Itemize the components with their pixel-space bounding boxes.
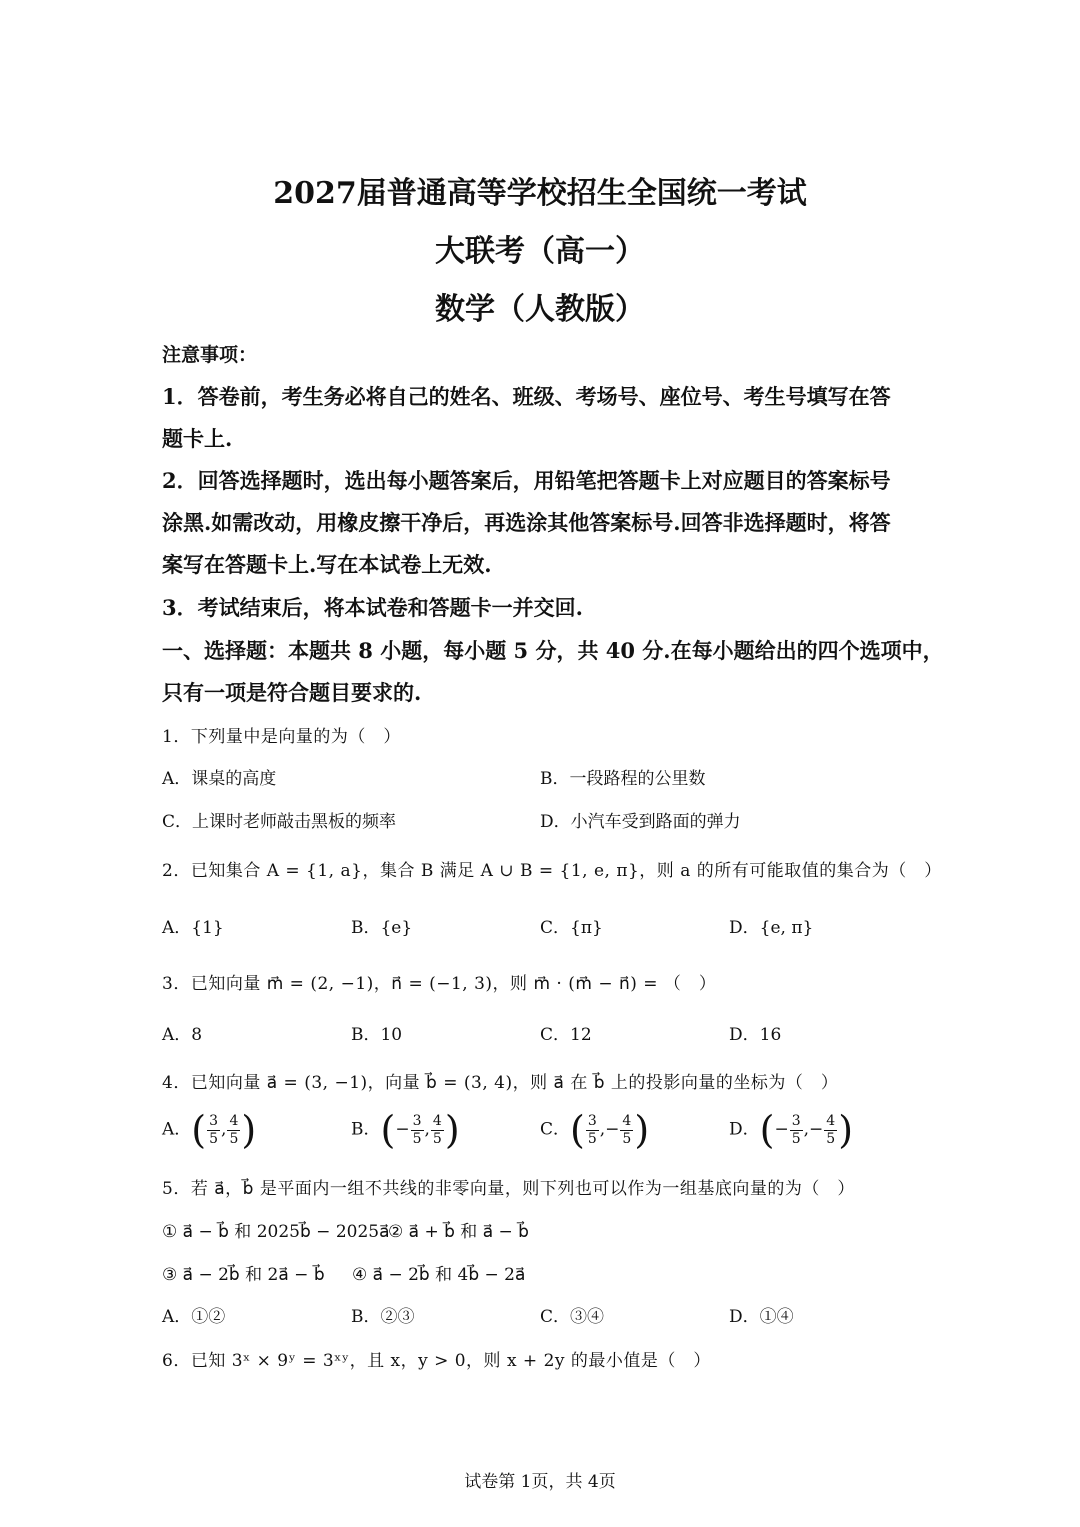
notice-line-2c: 案写在答题卡上.写在本试卷上无效.: [162, 552, 492, 577]
q5-option-b: B．②③: [351, 1307, 415, 1327]
q5-stem: 5．若 a⃗，b⃗ 是平面内一组不共线的非零向量，则下列也可以作为一组基底向量的为（ ）: [162, 1179, 855, 1199]
q2-option-c: C．{π}: [540, 918, 603, 938]
q6-stem: 6．已知 3ˣ × 9ʸ = 3ˣʸ，且 x，y > 0，则 x + 2y 的最小值是（ ）: [162, 1351, 711, 1371]
q4-option-d: D．(− $\frac{3}{5}$ ,− $\frac{4}{5}$ ): [729, 1108, 854, 1152]
q4-stem: 4．已知向量 a⃗ = (3, −1)，向量 b⃗ = (3, 4)，则 a⃗ 在 b⃗ 上的投影向量的坐标为（ ）: [162, 1073, 839, 1093]
q1-option-b: B．一段路程的公里数: [540, 769, 706, 789]
q1-option-a: A．课桌的高度: [162, 769, 277, 789]
notice-line-2b: 涂黑.如需改动，用橡皮擦干净后，再选涂其他答案标号.回答非选择题时，将答: [162, 510, 891, 535]
option-label: D．: [729, 1119, 760, 1140]
q3-option-b: B．10: [351, 1025, 403, 1045]
q4-option-b: B．(− $\frac{3}{5}$ , $\frac{4}{5}$ ): [351, 1108, 460, 1152]
q1-option-d: D．小汽车受到路面的弹力: [540, 812, 741, 832]
fraction: $\frac{3}{5}$: [412, 1112, 422, 1147]
q5-option-d: D．①④: [729, 1307, 794, 1327]
q2-option-b: B．{e}: [351, 918, 413, 938]
fraction: $\frac{4}{5}$: [622, 1112, 632, 1147]
fraction: $\frac{4}{5}$: [826, 1112, 836, 1147]
q3-option-c: C．12: [540, 1025, 592, 1045]
subject-title: 数学（人教版）: [435, 292, 645, 327]
fraction: $\frac{4}{5}$: [229, 1112, 239, 1147]
option-label: B．: [351, 1119, 381, 1140]
exam-subtitle: 大联考（高一）: [435, 234, 645, 269]
q4-option-a: A．( $\frac{3}{5}$ , $\frac{4}{5}$ ): [162, 1108, 257, 1152]
notice-line-2a: 2．回答选择题时，选出每小题答案后，用铅笔把答题卡上对应题目的答案标号: [162, 468, 891, 493]
notice-line-1a: 1．答卷前，考生务必将自己的姓名、班级、考场号、座位号、考生号填写在答: [162, 384, 891, 409]
option-label: A．: [162, 1119, 192, 1140]
fraction: $\frac{3}{5}$: [587, 1112, 597, 1147]
exam-title: 2027届普通高等学校招生全国统一考试: [273, 176, 807, 211]
q2-stem: 2．已知集合 A = {1, a}，集合 B 满足 A ∪ B = {1, e, π}，则 a 的所有可能取值的集合为（ ）: [162, 861, 942, 881]
fraction: $\frac{4}{5}$: [432, 1112, 442, 1147]
q5-pair-1: ① a⃗ − b⃗ 和 2025b⃗ − 2025a⃗: [162, 1222, 390, 1242]
section-heading-a: 一、选择题：本题共 8 小题，每小题 5 分，共 40 分.在每小题给出的四个选项中，: [162, 638, 944, 663]
q3-option-a: A．8: [162, 1025, 203, 1045]
fraction: $\frac{3}{5}$: [209, 1112, 219, 1147]
q3-option-d: D．16: [729, 1025, 782, 1045]
q3-stem: 3．已知向量 m⃗ = (2, −1)，n⃗ = (−1, 3)，则 m⃗ · (m⃗ − n⃗) = （ ）: [162, 974, 717, 994]
page-footer: 试卷第 1页，共 4页: [464, 1472, 616, 1492]
q5-pair-2: ② a⃗ + b⃗ 和 a⃗ − b⃗: [388, 1222, 529, 1242]
notice-heading: 注意事项：: [162, 344, 258, 366]
q5-option-a: A．①②: [162, 1307, 226, 1327]
q2-option-d: D．{e, π}: [729, 918, 814, 938]
option-label: C．: [540, 1119, 571, 1140]
section-heading-b: 只有一项是符合题目要求的.: [162, 680, 422, 705]
q1-stem: 1．下列量中是向量的为（ ）: [162, 727, 401, 747]
q5-option-c: C．③④: [540, 1307, 605, 1327]
q1-option-c: C．上课时老师敲击黑板的频率: [162, 812, 397, 832]
q5-pair-4: ④ a⃗ − 2b⃗ 和 4b⃗ − 2a⃗: [352, 1265, 526, 1285]
q2-option-a: A．{1}: [162, 918, 224, 938]
q5-pair-3: ③ a⃗ − 2b⃗ 和 2a⃗ − b⃗: [162, 1265, 325, 1285]
notice-line-3: 3．考试结束后，将本试卷和答题卡一并交回.: [162, 595, 583, 620]
fraction: $\frac{3}{5}$: [791, 1112, 801, 1147]
q4-option-c: C．( $\frac{3}{5}$ ,− $\frac{4}{5}$ ): [540, 1108, 650, 1152]
notice-line-1b: 题卡上.: [162, 426, 233, 451]
